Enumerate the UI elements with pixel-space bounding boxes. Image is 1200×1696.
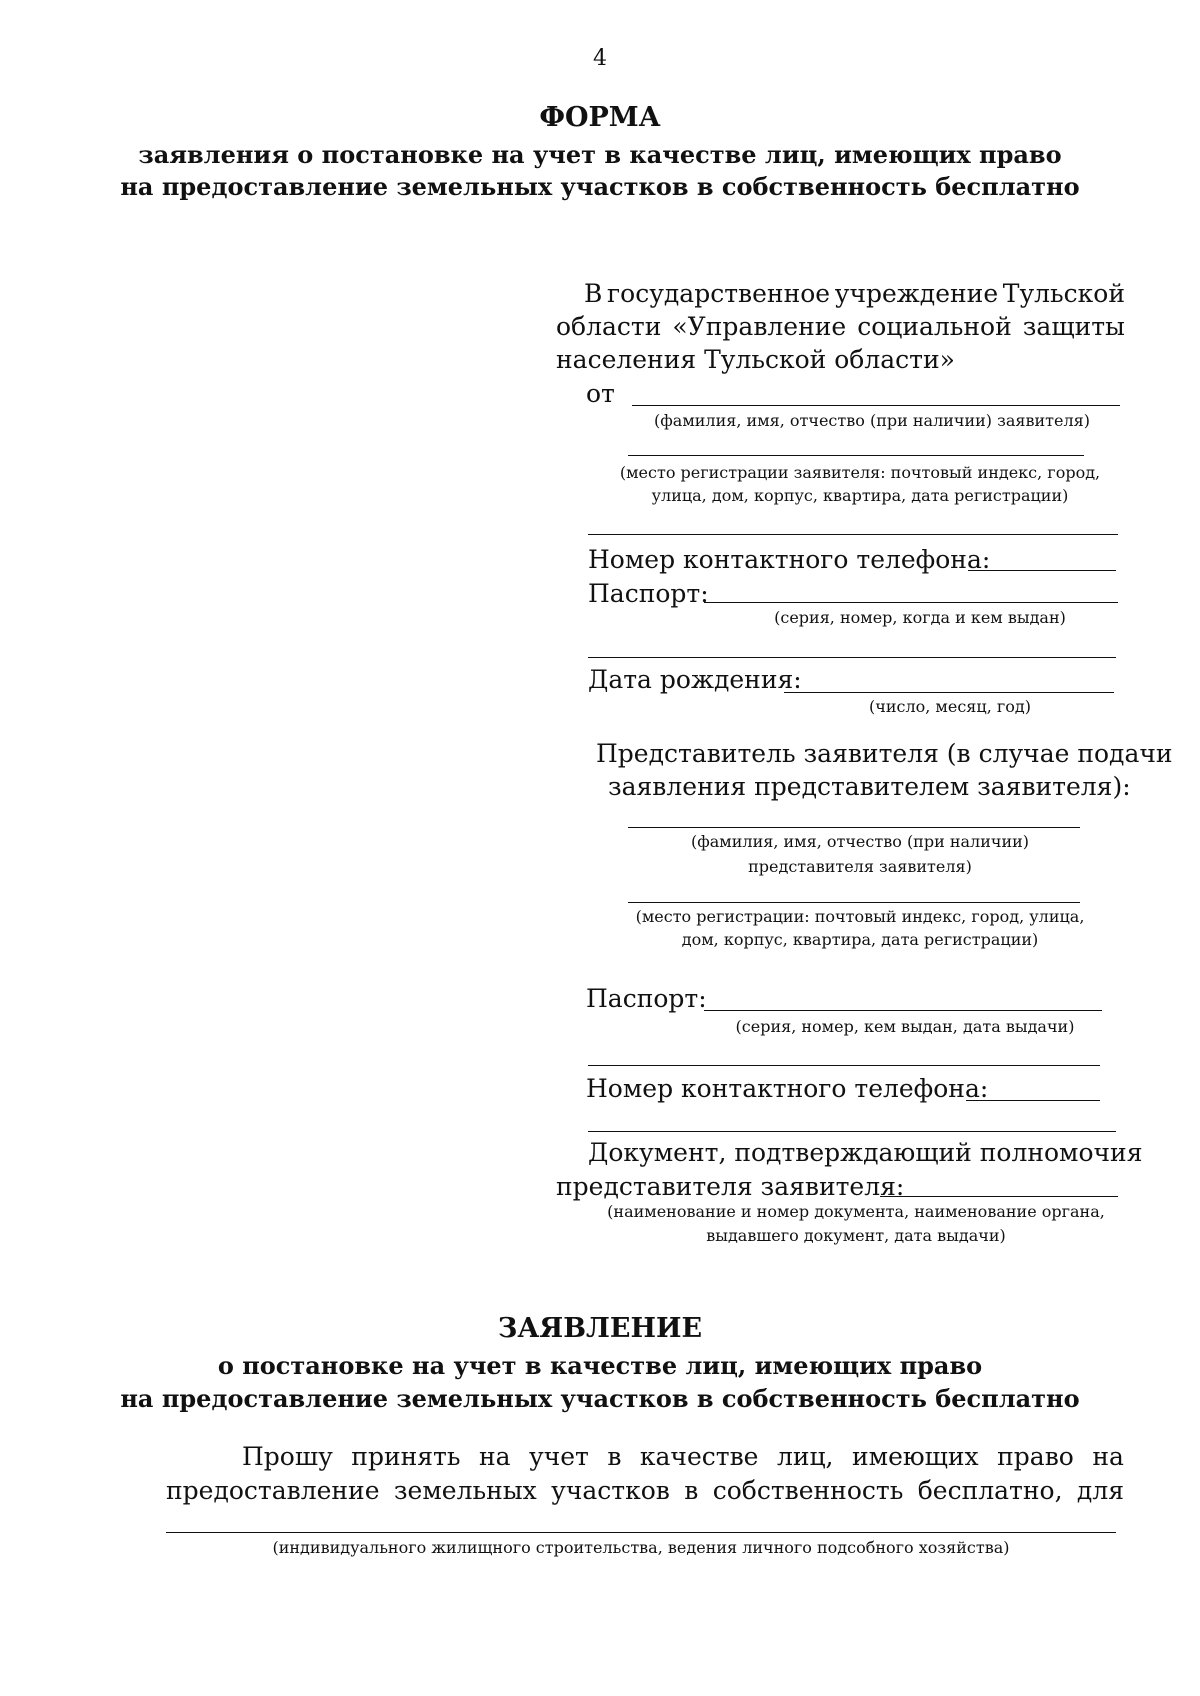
applicant-phone-label: Номер контактного телефона:	[588, 545, 991, 574]
applicant-fio-note: (фамилия, имя, отчество (при наличии) заявителя)	[654, 411, 1090, 430]
form-subtitle-line-2: на предоставление земельных участков в собственность бесплатно	[120, 172, 1080, 201]
authority-doc-label-1: Документ, подтверждающий полномочия	[588, 1138, 1143, 1167]
purpose-field[interactable]	[166, 1532, 1116, 1533]
addressee-word: защиты	[1022, 312, 1125, 341]
purpose-note: (индивидуального жилищного строительства, ведения личного подсобного хозяйства)	[272, 1538, 1010, 1557]
representative-heading-2: заявления представителем заявителя):	[608, 772, 1131, 801]
statement-body-line-2	[166, 1476, 1124, 1505]
addressee-word: государственное	[607, 279, 831, 308]
applicant-address-field-2[interactable]	[588, 534, 1118, 535]
statement-subtitle-1: о постановке на учет в качестве лиц, имеющих право	[217, 1351, 983, 1380]
from-label: от	[586, 379, 615, 408]
applicant-address-note-1: (место регистрации заявителя: почтовый индекс, город,	[619, 463, 1101, 482]
applicant-passport-field[interactable]	[704, 602, 1118, 603]
representative-passport-label: Паспорт:	[586, 984, 707, 1013]
statement-word: лиц,	[776, 1442, 834, 1471]
representative-phone-field-2[interactable]	[588, 1131, 1116, 1132]
representative-passport-note: (серия, номер, кем выдан, дата выдачи)	[735, 1017, 1075, 1036]
representative-fio-note-1: (фамилия, имя, отчество (при наличии)	[690, 832, 1030, 851]
statement-word: на	[478, 1442, 511, 1471]
representative-phone-label: Номер контактного телефона:	[586, 1074, 989, 1103]
statement-title: ЗАЯВЛЕНИЕ	[497, 1313, 703, 1344]
addressee-line-2	[556, 312, 1125, 341]
applicant-passport-label: Паспорт:	[588, 579, 709, 608]
statement-subtitle-2: на предоставление земельных участков в собственность бесплатно	[120, 1384, 1080, 1413]
addressee-word: учреждение	[834, 279, 999, 308]
representative-address-note-2: дом, корпус, квартира, дата регистрации)	[681, 930, 1039, 949]
statement-word: Прошу	[242, 1442, 333, 1471]
statement-body-line-1	[242, 1442, 1124, 1471]
statement-word: бесплатно,	[917, 1476, 1063, 1505]
statement-word: имеющих	[851, 1442, 979, 1471]
applicant-address-note-2: улица, дом, корпус, квартира, дата регистрации)	[651, 486, 1069, 505]
representative-passport-field-2[interactable]	[588, 1065, 1100, 1066]
statement-word: качестве	[639, 1442, 759, 1471]
representative-address-field[interactable]	[628, 902, 1080, 903]
statement-word: право	[997, 1442, 1074, 1471]
addressee-word: области	[556, 312, 662, 341]
statement-word: на	[1092, 1442, 1124, 1471]
applicant-address-field[interactable]	[628, 455, 1084, 456]
page-number: 4	[593, 46, 607, 71]
applicant-passport-note: (серия, номер, когда и кем выдан)	[774, 608, 1066, 627]
statement-word: для	[1076, 1476, 1124, 1505]
applicant-birth-note: (число, месяц, год)	[869, 697, 1031, 716]
representative-phone-field[interactable]	[966, 1100, 1100, 1101]
authority-doc-field[interactable]	[880, 1196, 1118, 1197]
representative-fio-field[interactable]	[628, 827, 1080, 828]
addressee-line-1	[584, 279, 1125, 308]
applicant-birth-field[interactable]	[784, 692, 1114, 693]
statement-word: в	[684, 1476, 699, 1505]
addressee-word: социальной	[857, 312, 1012, 341]
applicant-birth-label: Дата рождения:	[588, 665, 802, 694]
addressee-word: В	[584, 279, 603, 308]
statement-word: предоставление	[166, 1476, 380, 1505]
authority-doc-note-1: (наименование и номер документа, наименование органа,	[607, 1202, 1105, 1221]
authority-doc-label-2: представителя заявителя:	[556, 1172, 905, 1201]
applicant-phone-field[interactable]	[968, 570, 1116, 571]
representative-passport-field[interactable]	[704, 1010, 1102, 1011]
applicant-passport-field-2[interactable]	[588, 657, 1116, 658]
statement-word: собственность	[712, 1476, 904, 1505]
authority-doc-note-2: выдавшего документ, дата выдачи)	[706, 1226, 1006, 1245]
applicant-fio-field[interactable]	[632, 405, 1120, 406]
statement-word: участков	[551, 1476, 670, 1505]
form-title: ФОРМА	[539, 102, 661, 133]
addressee-word: «Управление	[672, 312, 847, 341]
representative-heading-1: Представитель заявителя (в случае подачи	[596, 739, 1173, 768]
statement-word: принять	[351, 1442, 461, 1471]
representative-fio-note-2: представителя заявителя)	[748, 857, 972, 876]
statement-word: земельных	[393, 1476, 537, 1505]
form-subtitle-line-1: заявления о постановке на учет в качестве лиц, имеющих право	[138, 140, 1062, 169]
addressee-line-3: населения Тульской области»	[556, 345, 955, 374]
statement-word: учет	[529, 1442, 589, 1471]
addressee-word: Тульской	[1002, 279, 1125, 308]
statement-word: в	[607, 1442, 622, 1471]
representative-address-note-1: (место регистрации: почтовый индекс, город, улица,	[635, 907, 1085, 926]
